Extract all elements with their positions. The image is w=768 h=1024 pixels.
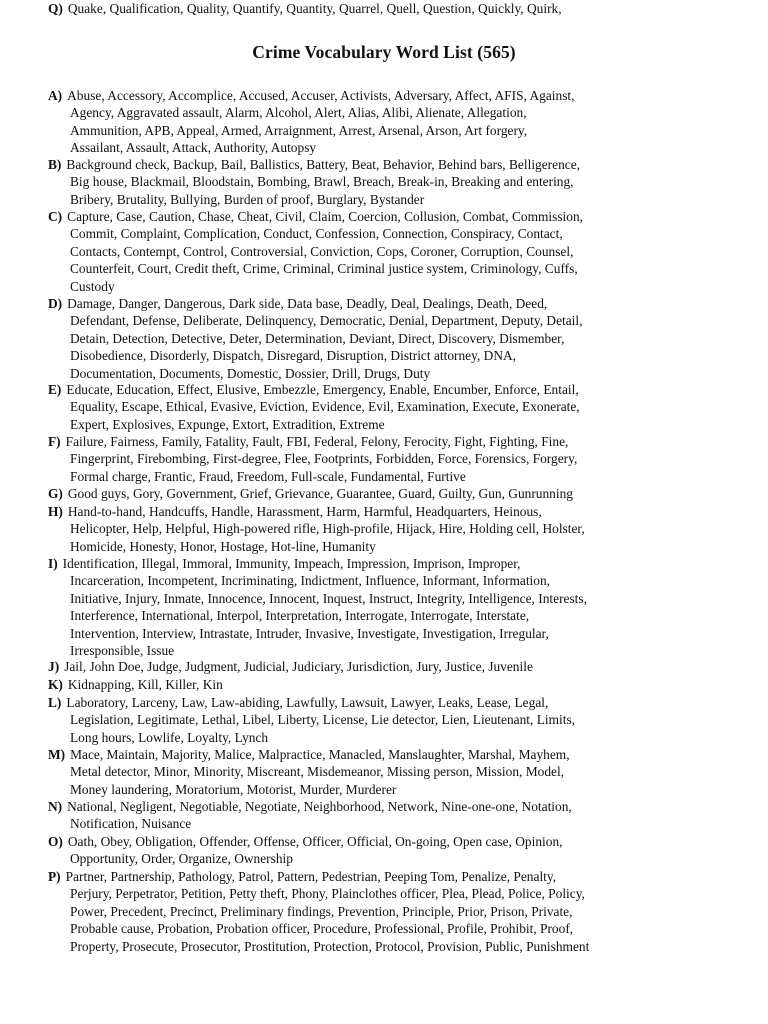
section-line <box>48 763 738 780</box>
section-line <box>48 485 738 502</box>
section-letter: L) <box>48 695 62 710</box>
section-words: Helicopter, Help, Helpful, High-powered rifle, High-profile, Hijack, Hire, Holding cell, Holster, <box>70 521 585 537</box>
section-line <box>48 503 738 520</box>
section-letter: C) <box>48 209 63 224</box>
letter-section <box>48 746 738 798</box>
letter-section <box>48 868 738 955</box>
letter-section <box>48 433 738 485</box>
section-line <box>48 590 738 607</box>
section-words: National, Negligent, Negotiable, Negotiate, Neighborhood, Network, Nine-one-one, Notation, <box>67 799 572 814</box>
section-line <box>48 815 738 832</box>
section-words: Custody <box>70 278 115 294</box>
section-line <box>48 555 738 572</box>
section-line <box>48 433 738 450</box>
section-words: Property, Prosecute, Prosecutor, Prostitution, Protection, Protocol, Provision, Public, Punishment <box>70 938 590 954</box>
section-words: Power, Precedent, Precinct, Preliminary findings, Prevention, Principle, Prior, Prison, Private, <box>70 903 573 919</box>
section-words: Capture, Case, Caution, Chase, Cheat, Civil, Claim, Coercion, Collusion, Combat, Commission, <box>67 209 584 224</box>
section-line <box>48 607 738 624</box>
section-words: Big house, Blackmail, Bloodstain, Bombing, Brawl, Breach, Break-in, Breaking and entering, <box>70 174 574 190</box>
section-words: Money laundering, Moratorium, Motorist, Murder, Murderer <box>70 781 397 797</box>
section-line <box>48 642 738 659</box>
section-line <box>48 885 738 902</box>
section-line <box>48 398 738 415</box>
section-words: Detain, Detection, Detective, Deter, Determination, Deviant, Direct, Discovery, Dismember, <box>70 330 565 346</box>
section-words: Notification, Nuisance <box>70 816 192 832</box>
page-title: Crime Vocabulary Word List (565) <box>252 42 516 62</box>
section-words: Expert, Explosives, Expunge, Extort, Extradition, Extreme <box>70 416 385 432</box>
section-line <box>48 243 738 260</box>
section-words: Quake, Qualification, Quality, Quantify, Quantity, Quarrel, Quell, Question, Quickly, Quirk, <box>67 1 562 16</box>
section-words: Opportunity, Order, Organize, Ownership <box>70 851 293 867</box>
section-line <box>48 520 738 537</box>
section-words: Intervention, Interview, Intrastate, Intruder, Invasive, Investigate, Investigation, Irregular, <box>70 625 549 641</box>
section-line <box>48 295 738 312</box>
section-words: Oath, Obey, Obligation, Offender, Offense, Officer, Official, On-going, Open case, Opinion, <box>67 834 563 849</box>
section-words: Jail, John Doe, Judge, Judgment, Judicial, Judiciary, Jurisdiction, Jury, Justice, Juvenile <box>64 659 533 674</box>
letter-section <box>48 555 738 659</box>
section-words: Formal charge, Frantic, Fraud, Freedom, Full-scale, Fundamental, Furtive <box>70 468 466 484</box>
section-line <box>48 711 738 728</box>
section-words: Agency, Aggravated assault, Alarm, Alcohol, Alert, Alias, Alibi, Alienate, Allegation, <box>70 105 527 121</box>
section-words: Fingerprint, Firebombing, First-degree, Flee, Footprints, Forbidden, Force, Forensics, Forgery, <box>70 451 578 467</box>
section-words: Incarceration, Incompetent, Incriminating, Indictment, Influence, Informant, Information, <box>70 573 551 589</box>
section-letter: A) <box>48 88 63 103</box>
section-words: Irresponsible, Issue <box>70 643 175 659</box>
section-line <box>48 173 738 190</box>
letter-section <box>48 0 738 17</box>
section-letter: Q) <box>48 1 63 16</box>
section-line <box>48 365 738 382</box>
section-line <box>48 347 738 364</box>
section-line <box>48 468 738 485</box>
section-words: Damage, Danger, Dangerous, Dark side, Data base, Deadly, Deal, Dealings, Death, Deed, <box>67 296 548 311</box>
section-words: Commit, Complaint, Complication, Conduct, Confession, Connection, Conspiracy, Contact, <box>70 226 563 242</box>
letter-section <box>48 208 738 295</box>
section-letter: B) <box>48 157 62 172</box>
letter-section <box>48 658 738 675</box>
section-letter: F) <box>48 434 61 449</box>
section-line <box>48 416 738 433</box>
section-words: Contacts, Contempt, Control, Controversial, Conviction, Cops, Coroner, Corruption, Counsel, <box>70 243 574 259</box>
section-line <box>48 122 738 139</box>
section-words: Hand-to-hand, Handcuffs, Handle, Harassment, Harm, Harmful, Headquarters, Heinous, <box>67 504 542 519</box>
section-line <box>48 625 738 642</box>
section-line <box>48 260 738 277</box>
section-letter: E) <box>48 382 62 397</box>
section-words: Background check, Backup, Bail, Ballistics, Battery, Beat, Behavior, Behind bars, Belligerence, <box>66 157 581 172</box>
section-line <box>48 330 738 347</box>
section-words: Homicide, Honesty, Honor, Hostage, Hot-line, Humanity <box>70 538 376 554</box>
section-words: Counterfeit, Court, Credit theft, Crime, Criminal, Criminal justice system, Criminology, Cuffs, <box>70 261 578 277</box>
section-letter: P) <box>48 869 61 884</box>
section-letter: D) <box>48 296 63 311</box>
section-line <box>48 694 738 711</box>
section-words: Assailant, Assault, Attack, Authority, Autopsy <box>70 140 317 156</box>
section-words: Educate, Education, Effect, Elusive, Embezzle, Emergency, Enable, Encumber, Enforce, Entail, <box>66 382 579 397</box>
letter-section <box>48 295 738 382</box>
section-line <box>48 658 738 675</box>
letter-section <box>48 381 738 433</box>
section-line <box>48 572 738 589</box>
letter-section <box>48 485 738 502</box>
section-line <box>48 312 738 329</box>
section-words: Good guys, Gory, Government, Grief, Grievance, Guarantee, Guard, Guilty, Gun, Gunrunning <box>67 486 573 501</box>
section-letter: M) <box>48 747 66 762</box>
section-line <box>48 191 738 208</box>
letter-section <box>48 503 738 555</box>
section-line <box>48 676 738 693</box>
section-words: Legislation, Legitimate, Lethal, Libel, Liberty, License, Lie detector, Lien, Lieutenant, Limits, <box>70 712 576 728</box>
section-line <box>48 208 738 225</box>
section-line <box>48 538 738 555</box>
section-line <box>48 746 738 763</box>
section-letter: J) <box>48 659 60 674</box>
letter-section <box>48 798 738 833</box>
section-line <box>48 938 738 955</box>
section-words: Mace, Maintain, Majority, Malice, Malpractice, Manacled, Manslaughter, Marshal, Mayhem, <box>70 747 570 762</box>
section-line <box>48 781 738 798</box>
section-line <box>48 156 738 173</box>
section-line <box>48 225 738 242</box>
letter-section <box>48 87 738 157</box>
section-line <box>48 798 738 815</box>
section-letter: H) <box>48 504 63 519</box>
section-words: Failure, Fairness, Family, Fatality, Fault, FBI, Federal, Felony, Ferocity, Fight, Fighting, Fine, <box>65 434 569 449</box>
section-line <box>48 850 738 867</box>
section-letter: O) <box>48 834 63 849</box>
section-words: Abuse, Accessory, Accomplice, Accused, Accuser, Activists, Adversary, Affect, AFIS, Against, <box>67 88 575 103</box>
section-words: Perjury, Perpetrator, Petition, Petty theft, Phony, Plainclothes officer, Plea, Plead, Police, Policy, <box>70 886 585 902</box>
section-line <box>48 903 738 920</box>
section-line <box>48 104 738 121</box>
section-line <box>48 87 738 104</box>
section-words: Kidnapping, Kill, Killer, Kin <box>67 677 223 692</box>
section-words: Initiative, Injury, Inmate, Innocence, Innocent, Inquest, Instruct, Integrity, Intelligence, Interests, <box>70 590 587 606</box>
section-words: Equality, Escape, Ethical, Evasive, Eviction, Evidence, Evil, Examination, Execute, Exonerate, <box>70 399 580 415</box>
section-line <box>48 450 738 467</box>
section-words: Identification, Illegal, Immoral, Immunity, Impeach, Impression, Imprison, Improper, <box>62 556 521 571</box>
letter-section <box>48 833 738 868</box>
section-line <box>48 139 738 156</box>
section-words: Partner, Partnership, Pathology, Patrol, Pattern, Pedestrian, Peeping Tom, Penalize, Penalty, <box>65 869 557 884</box>
section-line <box>48 729 738 746</box>
section-words: Long hours, Lowlife, Loyalty, Lynch <box>70 729 269 745</box>
section-words: Metal detector, Minor, Minority, Miscreant, Misdemeanor, Missing person, Mission, Model, <box>70 764 565 780</box>
section-words: Laboratory, Larceny, Law, Law-abiding, Lawfully, Lawsuit, Lawyer, Leaks, Lease, Legal, <box>66 695 549 710</box>
section-words: Probable cause, Probation, Probation officer, Procedure, Professional, Profile, Prohibit, Proof, <box>70 921 574 937</box>
letter-section <box>48 156 738 208</box>
section-line <box>48 381 738 398</box>
section-line <box>48 278 738 295</box>
letter-section <box>48 676 738 693</box>
section-words: Interference, International, Interpol, Interpretation, Interrogate, Interrogate, Interstate, <box>70 608 530 624</box>
section-line <box>48 833 738 850</box>
section-letter: K) <box>48 677 63 692</box>
section-words: Documentation, Documents, Domestic, Dossier, Drill, Drugs, Duty <box>70 365 431 381</box>
section-words: Bribery, Brutality, Bullying, Burden of proof, Burglary, Bystander <box>70 191 425 207</box>
section-letter: I) <box>48 556 58 571</box>
letter-section <box>48 694 738 746</box>
section-words: Disobedience, Disorderly, Dispatch, Disregard, Disruption, District attorney, DNA, <box>70 348 517 364</box>
section-letter: G) <box>48 486 63 501</box>
section-line <box>48 0 738 17</box>
section-line <box>48 868 738 885</box>
section-words: Defendant, Defense, Deliberate, Delinquency, Democratic, Denial, Department, Deputy, Detail, <box>70 313 583 329</box>
section-letter: N) <box>48 799 63 814</box>
section-words: Ammunition, APB, Appeal, Armed, Arraignment, Arrest, Arsenal, Arson, Art forgery, <box>70 122 528 138</box>
section-line <box>48 920 738 937</box>
